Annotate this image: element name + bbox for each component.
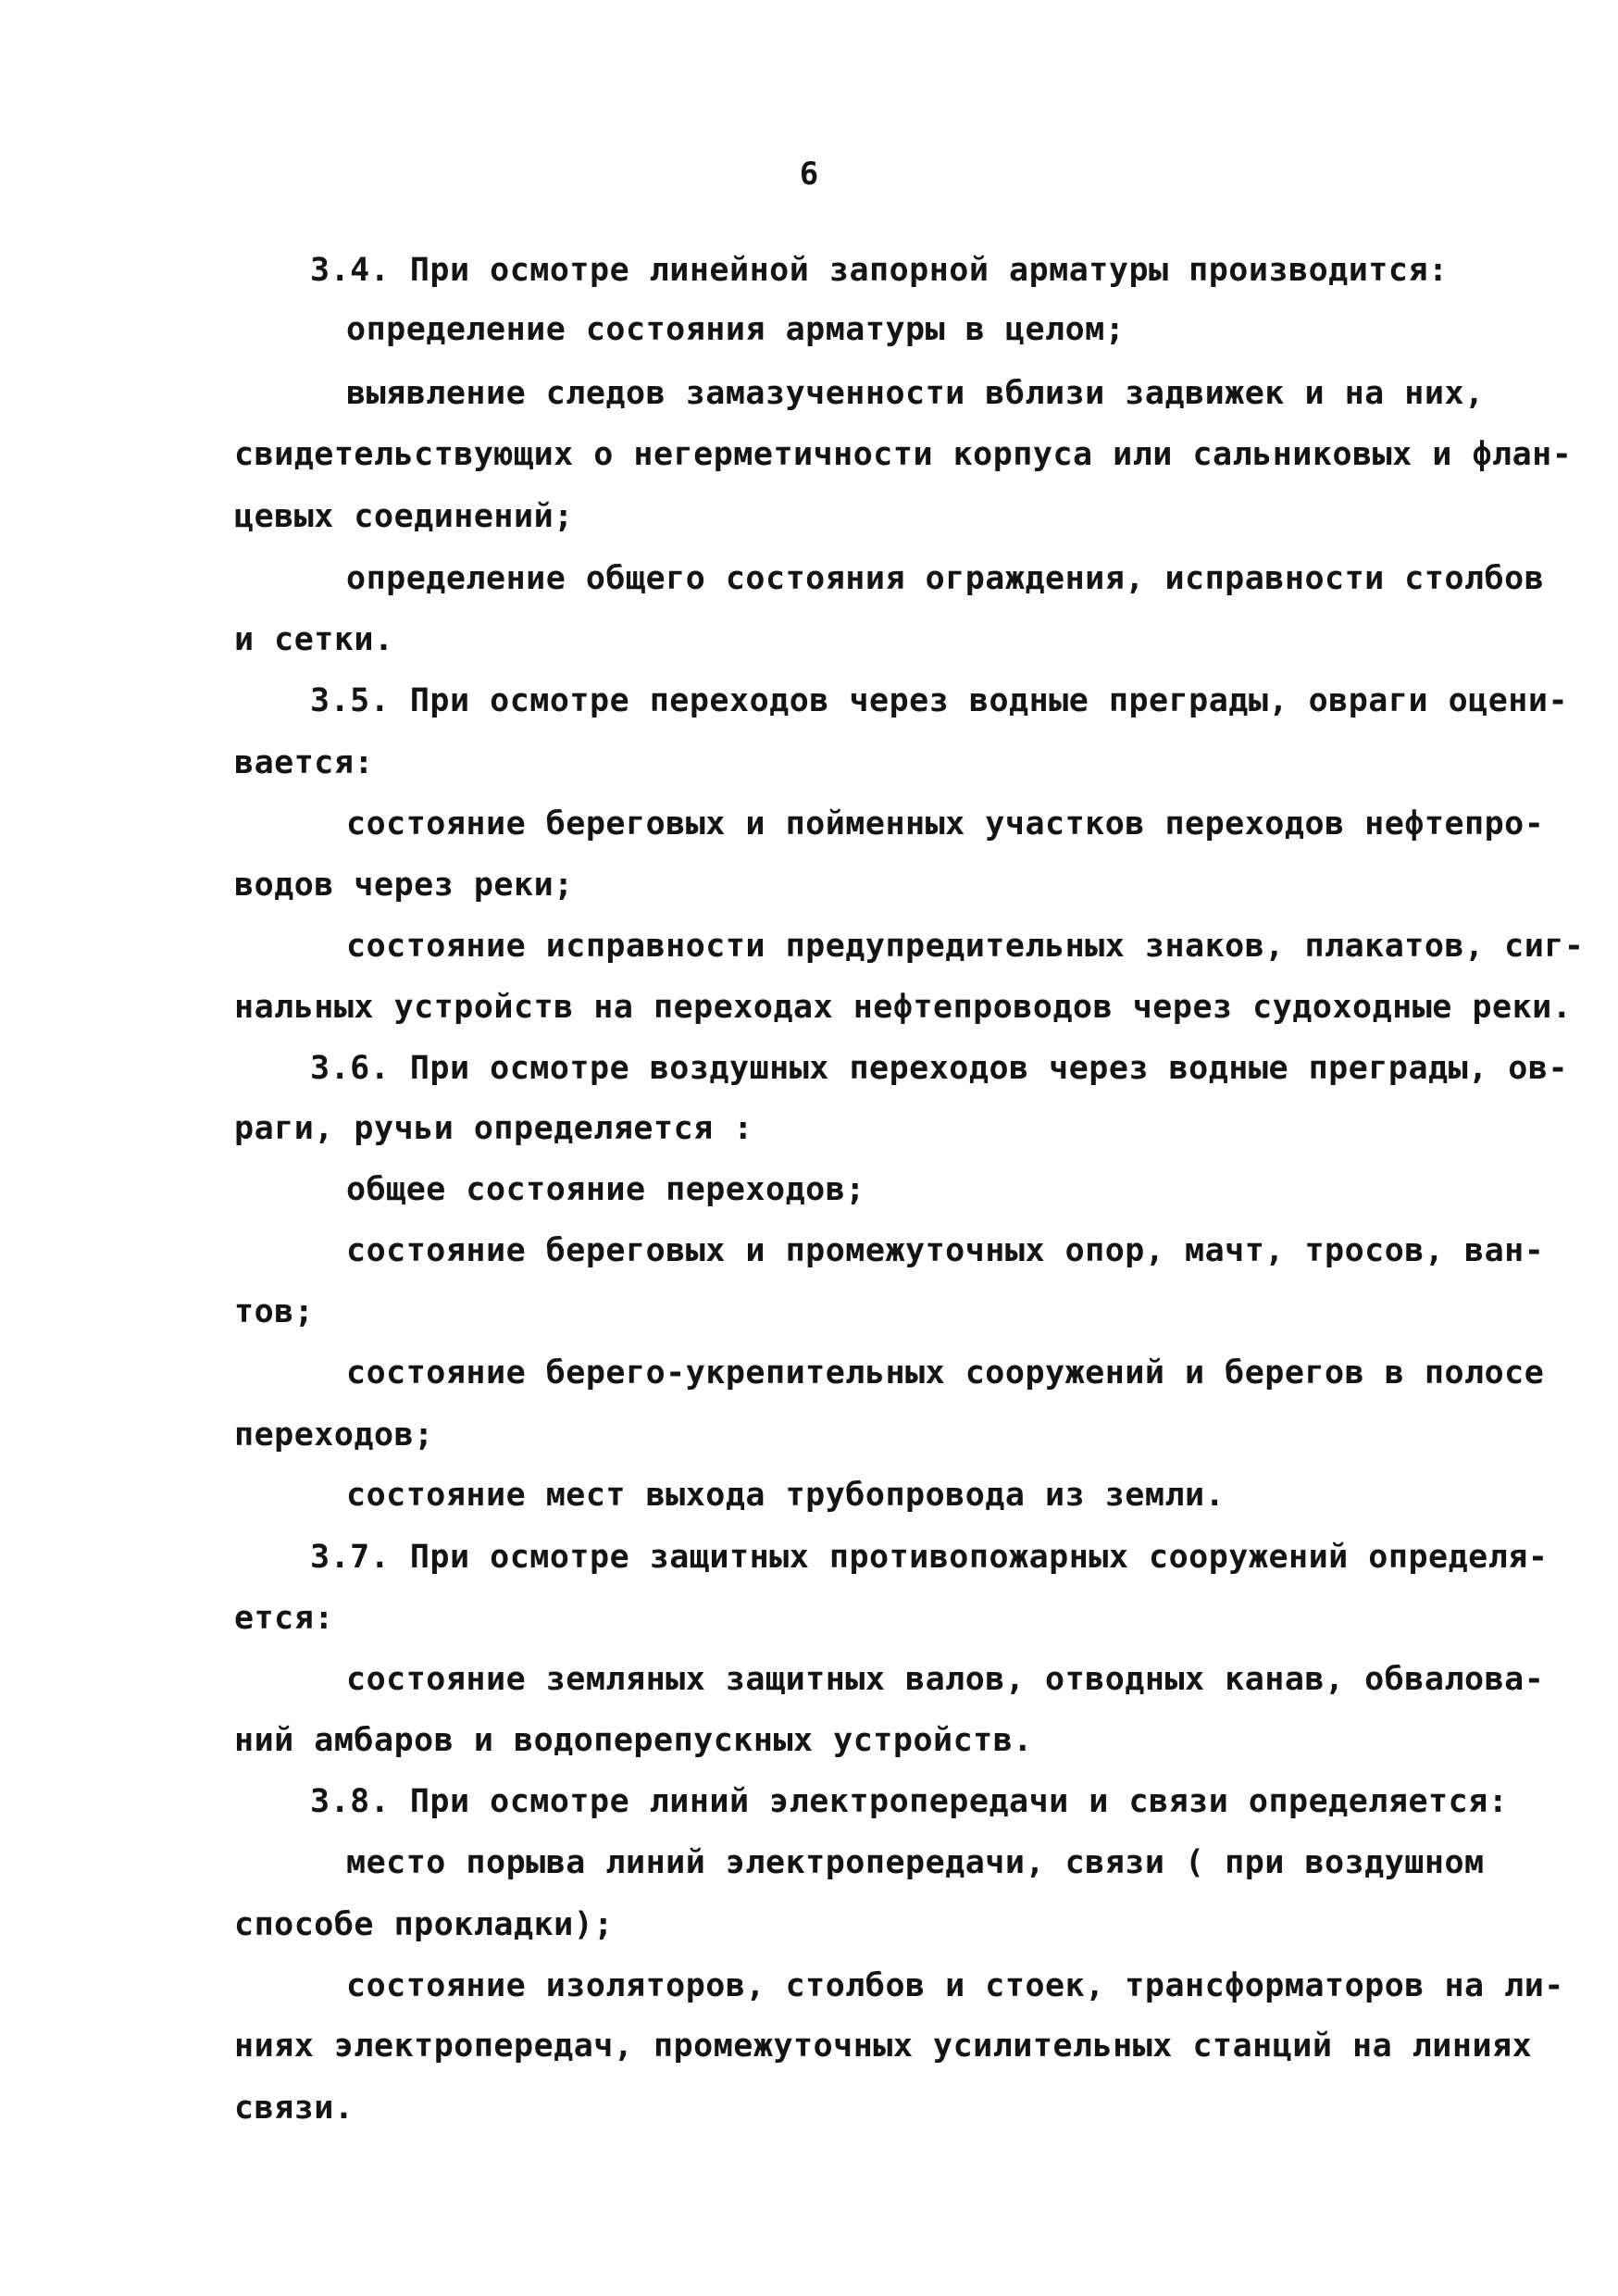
text-line: состояние берего-укрепительных сооружений и берегов в полосе bbox=[346, 1354, 1545, 1391]
text-line: свидетельствующих о негерметичности корпуса или сальниковых и флан- bbox=[234, 436, 1573, 473]
text-line: способе прокладки); bbox=[234, 1906, 614, 1943]
text-line: ется: bbox=[234, 1600, 334, 1637]
text-line: вается: bbox=[234, 744, 375, 781]
text-line: связи. bbox=[234, 2090, 355, 2127]
text-line: общее состояние переходов; bbox=[346, 1171, 865, 1208]
text-line: цевых соединений; bbox=[234, 498, 574, 535]
text-line: водов через реки; bbox=[234, 867, 574, 904]
text-line: выявление следов замазученности вблизи задвижек и на них, bbox=[346, 375, 1485, 412]
text-line: 3.8. При осмотре линий электропередачи и связи определяется: bbox=[310, 1783, 1509, 1820]
text-line: и сетки. bbox=[234, 621, 394, 658]
text-line: тов; bbox=[234, 1293, 315, 1330]
text-line: переходов; bbox=[234, 1416, 434, 1454]
text-line: 3.7. При осмотре защитных противопожарных сооружений определя- bbox=[310, 1539, 1549, 1576]
text-line: состояние исправности предупредительных знаков, плакатов, сиг- bbox=[346, 928, 1585, 965]
text-line: место порыва линий электропередачи, связи ( при воздушном bbox=[346, 1844, 1485, 1881]
text-line: нальных устройств на переходах нефтепроводов через судоходные реки. bbox=[234, 989, 1573, 1026]
text-line: раги, ручьи определяется : bbox=[234, 1110, 753, 1147]
page-number: 6 bbox=[799, 156, 819, 193]
text-line: ний амбаров и водоперепускных устройств. bbox=[234, 1722, 1033, 1759]
text-line: 3.5. При осмотре переходов через водные преграды, овраги оцени- bbox=[310, 682, 1569, 719]
text-line: состояние земляных защитных валов, отводных канав, обвалова- bbox=[346, 1661, 1545, 1698]
text-line: определение общего состояния ограждения, исправности столбов bbox=[346, 560, 1545, 597]
text-line: состояние береговых и пойменных участков переходов нефтепро- bbox=[346, 805, 1545, 842]
text-line: определение состояния арматуры в целом; bbox=[346, 311, 1126, 348]
text-line: состояние береговых и промежуточных опор, мачт, тросов, ван- bbox=[346, 1232, 1545, 1269]
text-line: 3.6. При осмотре воздушных переходов через водные преграды, ов- bbox=[310, 1050, 1569, 1087]
text-line: ниях электропередач, промежуточных усилительных станций на линиях bbox=[234, 2028, 1533, 2065]
text-line: состояние мест выхода трубопровода из земли. bbox=[346, 1477, 1226, 1514]
text-line: состояние изоляторов, столбов и стоек, трансформаторов на ли- bbox=[346, 1967, 1564, 2004]
text-line: 3.4. При осмотре линейной запорной арматуры производится: bbox=[310, 252, 1449, 289]
